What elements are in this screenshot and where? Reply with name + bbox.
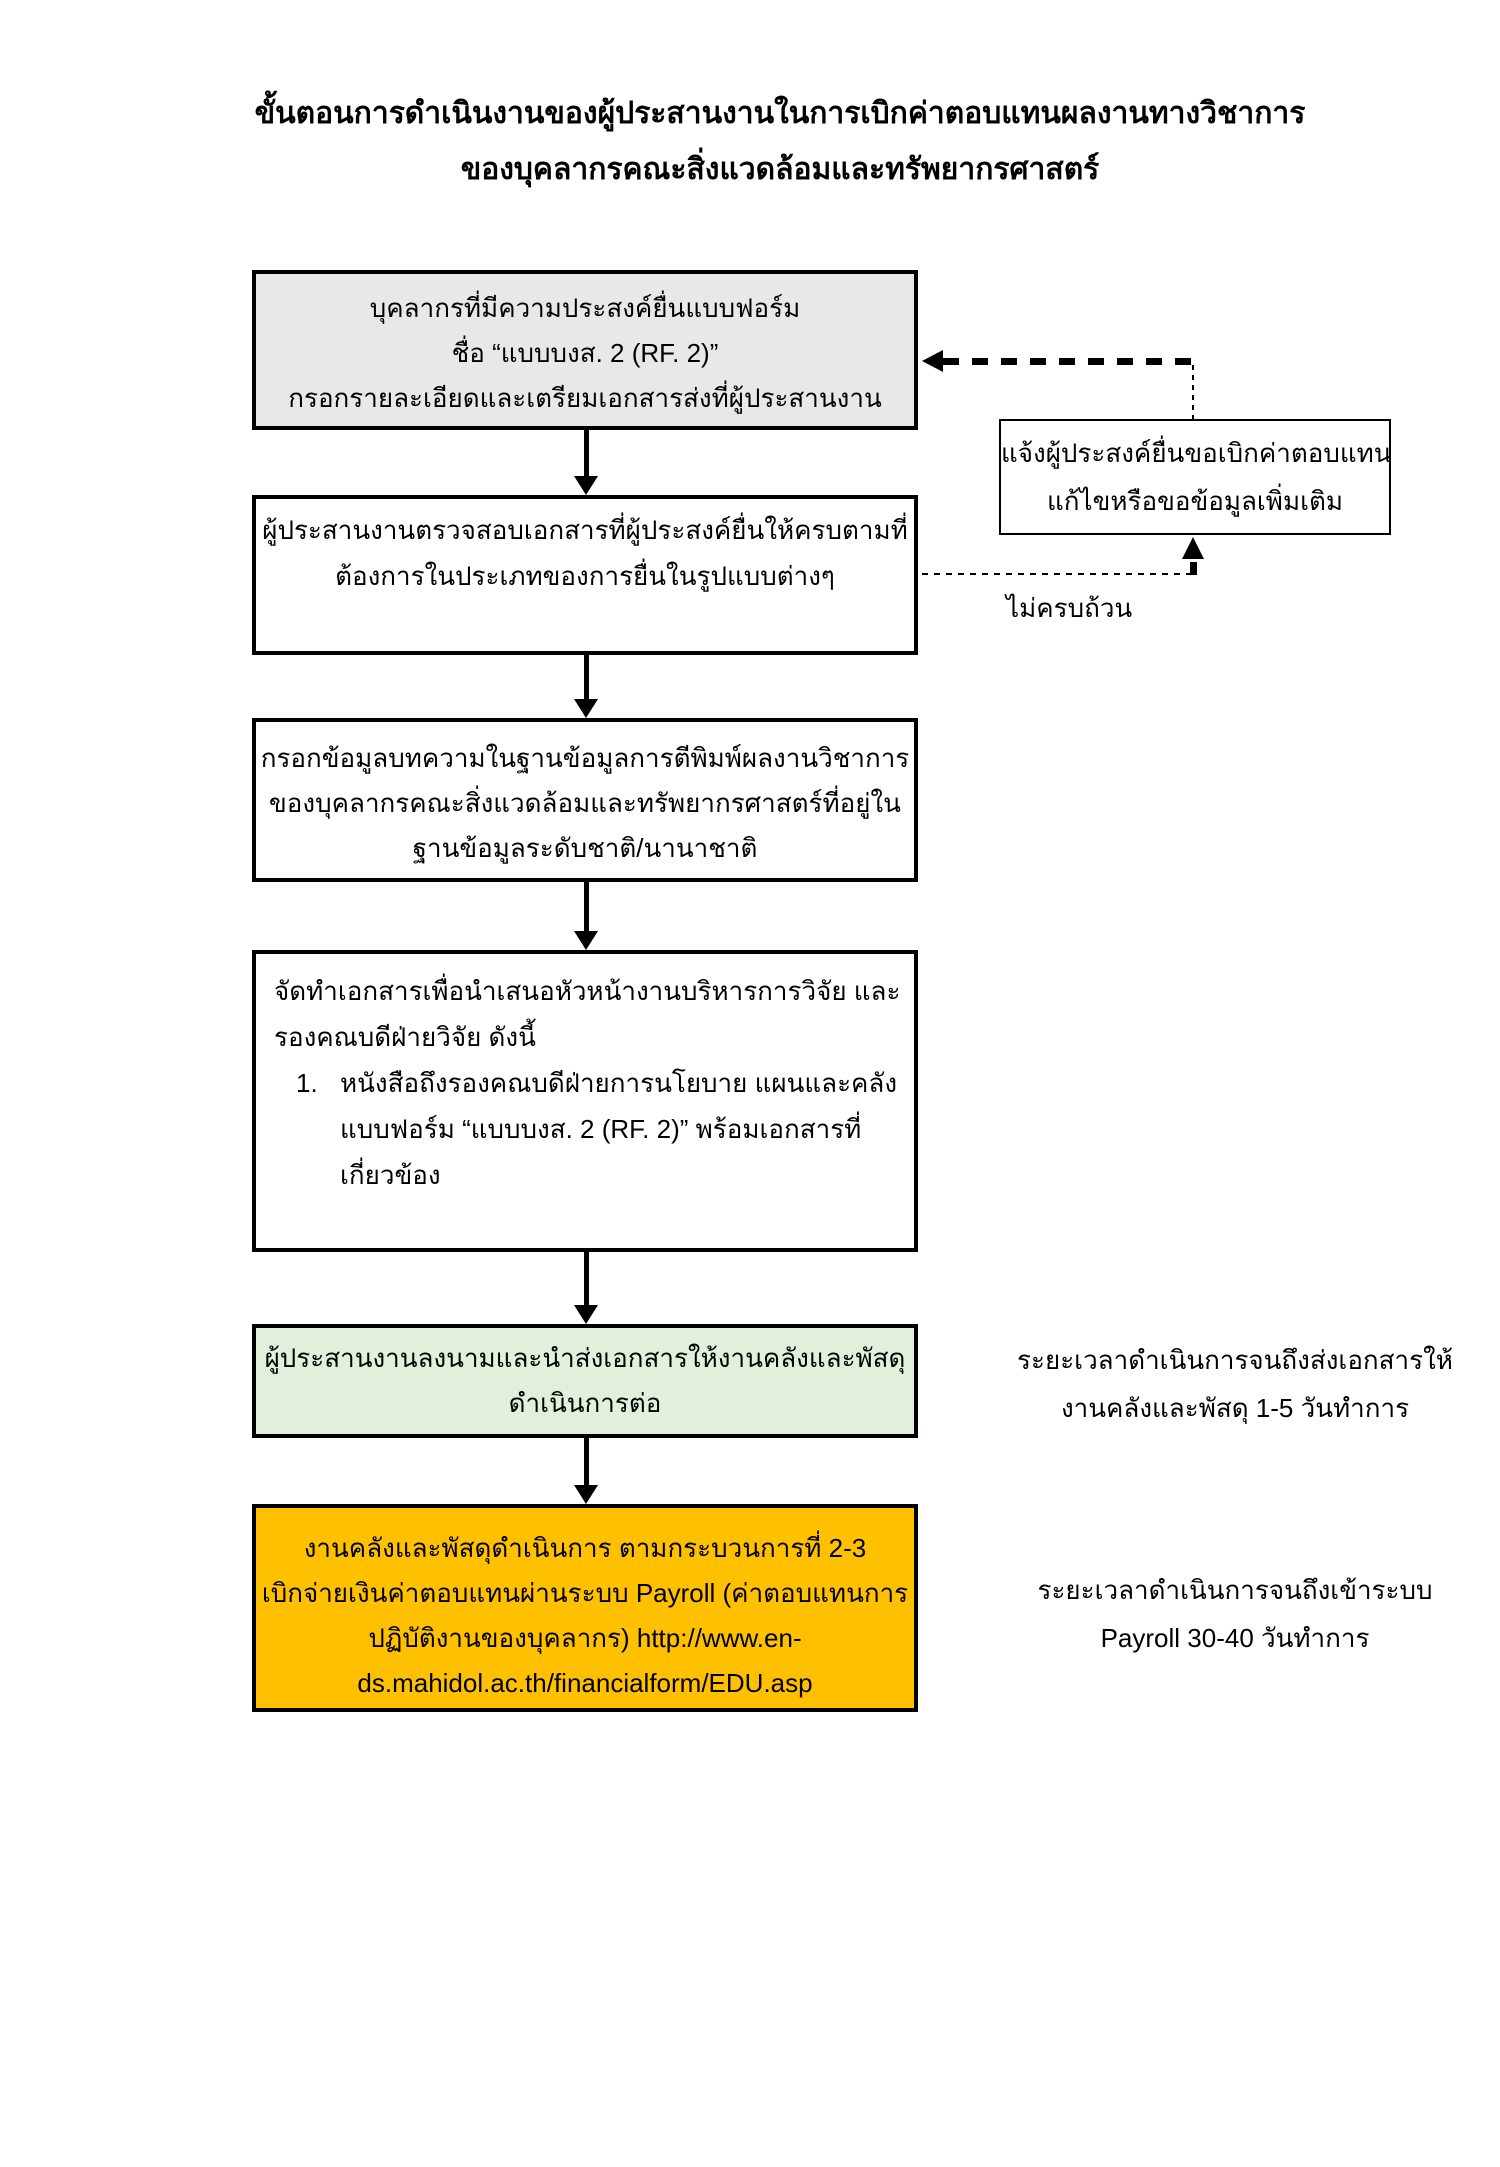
step-5-line: ผู้ประสานงานลงนามและนำส่งเอกสารให้งานคลังและพัสดุ bbox=[264, 1343, 906, 1373]
duration-note-step5 bbox=[1002, 1336, 1468, 1432]
title-line-1: ขั้นตอนการดำเนินงานของผู้ประสานงานในการเบิกค่าตอบแทนผลงานทางวิชาการ bbox=[254, 97, 1306, 130]
step-4-prepare-documents-box bbox=[252, 950, 918, 1252]
step-3-enter-database-box bbox=[252, 718, 918, 882]
arrow-step3-step4 bbox=[584, 882, 589, 932]
step-5-line: ดำเนินการต่อ bbox=[508, 1388, 662, 1418]
note-line: ระยะเวลาดำเนินการจนถึงส่งเอกสารให้ bbox=[1017, 1345, 1453, 1375]
dashed-line-callout-top bbox=[1192, 365, 1194, 419]
title-line-2: ของบุคลากรคณะสิ่งแวดล้อมและทรัพยากรศาสตร์ bbox=[460, 153, 1100, 186]
arrow-step2-step3 bbox=[584, 655, 589, 700]
step-3-line: ฐานข้อมูลระดับชาติ/นานาชาติ bbox=[412, 833, 758, 863]
arrow-step5-step6 bbox=[584, 1438, 589, 1486]
list-item-number: 1. bbox=[296, 1068, 318, 1098]
duration-note-step6 bbox=[1002, 1566, 1468, 1662]
step-4-line: รองคณบดีฝ่ายวิจัย ดังนี้ bbox=[274, 1022, 536, 1052]
notify-requester-callout-box bbox=[999, 419, 1391, 535]
dashed-line-callout-to-step1 bbox=[943, 358, 1194, 365]
step-1-line: กรอกรายละเอียดและเตรียมเอกสารส่งที่ผู้ประสานงาน bbox=[288, 383, 882, 413]
arrowhead-down-icon bbox=[574, 931, 598, 950]
note-line: Payroll 30-40 วันทำการ bbox=[1100, 1623, 1370, 1653]
note-line: งานคลังและพัสดุ 1-5 วันทำการ bbox=[1060, 1393, 1410, 1423]
step-2-line: ต้องการในประเภทของการยื่นในรูปแบบต่างๆ bbox=[335, 561, 835, 591]
step-2-line: ผู้ประสานงานตรวจสอบเอกสารที่ผู้ประสงค์ยื่นให้ครบตามที่ bbox=[262, 515, 908, 545]
arrowhead-down-icon bbox=[574, 1485, 598, 1504]
arrow-step1-step2 bbox=[584, 430, 589, 477]
step-6-payroll-box bbox=[252, 1504, 918, 1712]
incomplete-label: ไม่ครบถ้วน bbox=[1006, 593, 1133, 623]
step-3-line: ของบุคลากรคณะสิ่งแวดล้อมและทรัพยากรศาสตร์ที่อยู่ใน bbox=[269, 788, 901, 818]
page-title bbox=[60, 86, 1500, 198]
step-6-line: ปฏิบัติงานของบุคลากร) http://www.en- bbox=[368, 1623, 802, 1653]
step-6-line: ds.mahidol.ac.th/financialform/EDU.asp bbox=[357, 1668, 813, 1698]
step-4-item-line: แบบฟอร์ม “แบบบงส. 2 (RF. 2)” พร้อมเอกสารที่ bbox=[340, 1114, 862, 1144]
step-4-list-item bbox=[296, 1060, 896, 1198]
callout-line: แก้ไขหรือขอข้อมูลเพิ่มเติม bbox=[1047, 486, 1343, 516]
step-4-line: จัดทำเอกสารเพื่อนำเสนอหัวหน้างานบริหารการวิจัย และ bbox=[274, 976, 901, 1006]
step-6-line: เบิกจ่ายเงินค่าตอบแทนผ่านระบบ Payroll (ค่าตอบแทนการ bbox=[261, 1578, 909, 1608]
note-line: ระยะเวลาดำเนินการจนถึงเข้าระบบ bbox=[1037, 1575, 1433, 1605]
arrowhead-down-icon bbox=[574, 476, 598, 495]
dashed-line-step2-to-callout bbox=[922, 573, 1194, 575]
step-5-sign-and-forward-box bbox=[252, 1324, 918, 1438]
step-1-line: ชื่อ “แบบบงส. 2 (RF. 2)” bbox=[451, 338, 719, 368]
arrowhead-left-icon bbox=[922, 350, 943, 372]
arrow-step4-step5 bbox=[584, 1252, 589, 1306]
step-6-line: งานคลังและพัสดุดำเนินการ ตามกระบวนการที่ 2-3 bbox=[303, 1533, 867, 1563]
callout-line: แจ้งผู้ประสงค์ยื่นขอเบิกค่าตอบแทน bbox=[1001, 438, 1392, 468]
step-3-line: กรอกข้อมูลบทความในฐานข้อมูลการตีพิมพ์ผลงานวิชาการ bbox=[260, 743, 910, 773]
arrowhead-down-icon bbox=[574, 699, 598, 718]
step-2-check-documents-box bbox=[252, 495, 918, 655]
step-1-submit-form-box bbox=[252, 270, 918, 430]
step-4-item-line: หนังสือถึงรองคณบดีฝ่ายการนโยบาย แผนและคลัง bbox=[340, 1068, 898, 1098]
step-4-item-line: เกี่ยวข้อง bbox=[340, 1160, 441, 1190]
arrowhead-down-icon bbox=[574, 1305, 598, 1324]
step-1-line: บุคลากรที่มีความประสงค์ยื่นแบบฟอร์ม bbox=[369, 293, 801, 323]
arrowhead-up-icon bbox=[1182, 537, 1204, 559]
